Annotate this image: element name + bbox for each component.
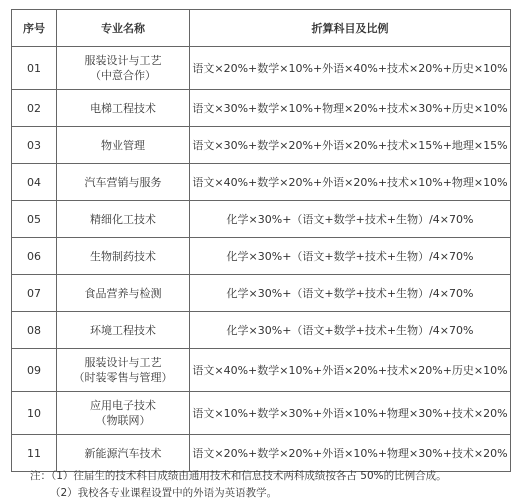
row-number: 09 (12, 349, 57, 392)
conversion-formula: 化学×30%+（语文+数学+技术+生物）/4×70% (190, 201, 511, 238)
conversion-formula: 语文×40%+数学×20%+外语×20%+技术×10%+物理×10% (190, 164, 511, 201)
conversion-formula: 语文×20%+数学×20%+外语×10%+物理×30%+技术×20% (190, 435, 511, 472)
footnote-1: 注：（1）往届生的技术科目成绩由通用技术和信息技术两科成绩按各占 50%的比例合成。 (30, 470, 447, 482)
table-row (12, 127, 511, 164)
row-number: 10 (12, 392, 57, 435)
table-row (12, 90, 511, 127)
row-number: 05 (12, 201, 57, 238)
major-name (57, 238, 190, 275)
major-name-line: 汽车营销与服务 (84, 175, 162, 189)
major-name (57, 312, 190, 349)
row-number: 02 (12, 90, 57, 127)
row-number: 01 (12, 47, 57, 90)
major-name-line: 物业管理 (101, 138, 145, 152)
conversion-formula: 语文×30%+数学×10%+物理×20%+技术×30%+历史×10% (190, 90, 511, 127)
major-name (57, 201, 190, 238)
table-row (12, 275, 511, 312)
major-name (57, 164, 190, 201)
table-row (12, 312, 511, 349)
major-name-line: 食品营养与检测 (84, 286, 162, 300)
row-number: 03 (12, 127, 57, 164)
major-name (57, 275, 190, 312)
major-note-line: （中意合作） (90, 69, 156, 82)
major-name (57, 349, 190, 392)
major-name-line: 环境工程技术 (90, 323, 156, 337)
conversion-formula: 化学×30%+（语文+数学+技术+生物）/4×70% (190, 238, 511, 275)
major-name (57, 392, 190, 435)
conversion-formula: 语文×40%+数学×10%+外语×20%+技术×20%+历史×10% (190, 349, 511, 392)
major-name (57, 90, 190, 127)
major-name (57, 127, 190, 164)
major-note-line: （物联网） (95, 414, 151, 427)
table-row (12, 164, 511, 201)
major-name-line: 电梯工程技术 (90, 101, 156, 115)
row-number: 04 (12, 164, 57, 201)
major-note-line: （时装零售与管理） (73, 371, 173, 384)
major-name (57, 47, 190, 90)
major-name-line: 生物制药技术 (90, 249, 156, 263)
row-number: 07 (12, 275, 57, 312)
major-name-line: 服装设计与工艺 (84, 54, 162, 67)
footnotes (30, 468, 447, 502)
major-name-line: 新能源汽车技术 (84, 446, 162, 460)
table-row (12, 435, 511, 472)
header-formula: 折算科目及比例 (190, 10, 511, 47)
table-row (12, 201, 511, 238)
score-conversion-table (11, 9, 511, 472)
conversion-formula: 化学×30%+（语文+数学+技术+生物）/4×70% (190, 312, 511, 349)
table-body (12, 47, 511, 472)
footnote-2: （2）我校各专业课程设置中的外语为英语教学。 (50, 487, 278, 499)
table-row (12, 47, 511, 90)
table-row (12, 238, 511, 275)
table-row (12, 392, 511, 435)
major-name (57, 435, 190, 472)
table-row (12, 349, 511, 392)
header-major: 专业名称 (57, 10, 190, 47)
row-number: 08 (12, 312, 57, 349)
major-name-line: 精细化工技术 (90, 212, 156, 226)
conversion-formula: 化学×30%+（语文+数学+技术+生物）/4×70% (190, 275, 511, 312)
header-no: 序号 (12, 10, 57, 47)
table-header-row (12, 10, 511, 47)
row-number: 11 (12, 435, 57, 472)
conversion-formula: 语文×20%+数学×10%+外语×40%+技术×20%+历史×10% (190, 47, 511, 90)
major-name-line: 服装设计与工艺 (84, 356, 162, 369)
row-number: 06 (12, 238, 57, 275)
conversion-formula: 语文×10%+数学×30%+外语×10%+物理×30%+技术×20% (190, 392, 511, 435)
major-name-line: 应用电子技术 (90, 399, 156, 412)
conversion-formula: 语文×30%+数学×20%+外语×20%+技术×15%+地理×15% (190, 127, 511, 164)
